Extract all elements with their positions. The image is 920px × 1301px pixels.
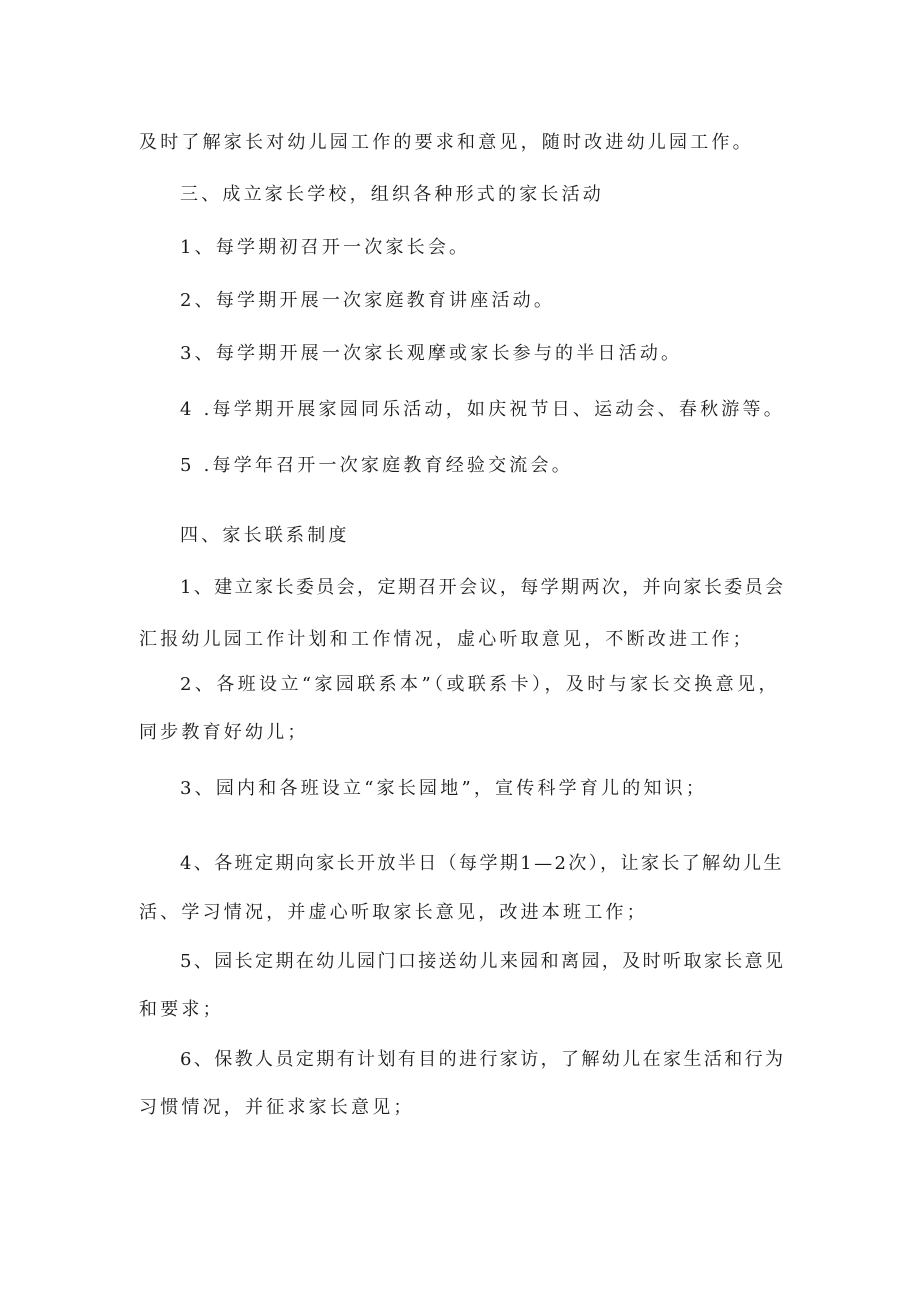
paragraph-line: 6、保教人员定期有计划有目的进行家访，了解幼儿在家生活和行为 (180, 1049, 786, 1070)
paragraph-line: 4、各班定期向家长开放半日（每学期1—2次），让家长了解幼儿生 (180, 853, 784, 874)
paragraph-line: 及时了解家长对幼儿园工作的要求和意见，随时改进幼儿园工作。 (139, 132, 754, 153)
list-item: 5 .每学年召开一次家庭教育经验交流会。 (180, 455, 573, 476)
section-heading-3: 三、成立家长学校，组织各种形式的家长活动 (180, 184, 604, 205)
paragraph-line: 同步教育好幼儿； (139, 722, 309, 743)
paragraph-line: 3、园内和各班设立“家长园地”，宣传科学育儿的知识； (180, 778, 708, 799)
list-item: 3、每学期开展一次家长观摩或家长参与的半日活动。 (180, 343, 683, 364)
list-item: 4 .每学期开展家园同乐活动，如庆祝节日、运动会、春秋游等。 (180, 399, 785, 420)
paragraph-line: 5、园长定期在幼儿园门口接送幼儿来园和离园，及时听取家长意见 (180, 951, 786, 972)
paragraph-line: 活、学习情况，并虚心听取家长意见，改进本班工作； (139, 902, 648, 923)
list-item: 2、每学期开展一次家庭教育讲座活动。 (180, 290, 556, 311)
paragraph-line: 习惯情况，并征求家长意见； (139, 1097, 415, 1118)
section-heading-4: 四、家长联系制度 (180, 525, 350, 546)
paragraph-line: 1、建立家长委员会，定期召开会议，每学期两次，并向家长委员会 (180, 577, 786, 598)
paragraph-line: 和要求； (139, 999, 224, 1020)
list-item: 1、每学期初召开一次家长会。 (180, 237, 471, 258)
paragraph-line: 2、各班设立“家园联系本”（或联系卡），及时与家长交换意见， (180, 674, 780, 695)
paragraph-line: 汇报幼儿园工作计划和工作情况，虚心听取意见，不断改进工作； (139, 629, 754, 650)
